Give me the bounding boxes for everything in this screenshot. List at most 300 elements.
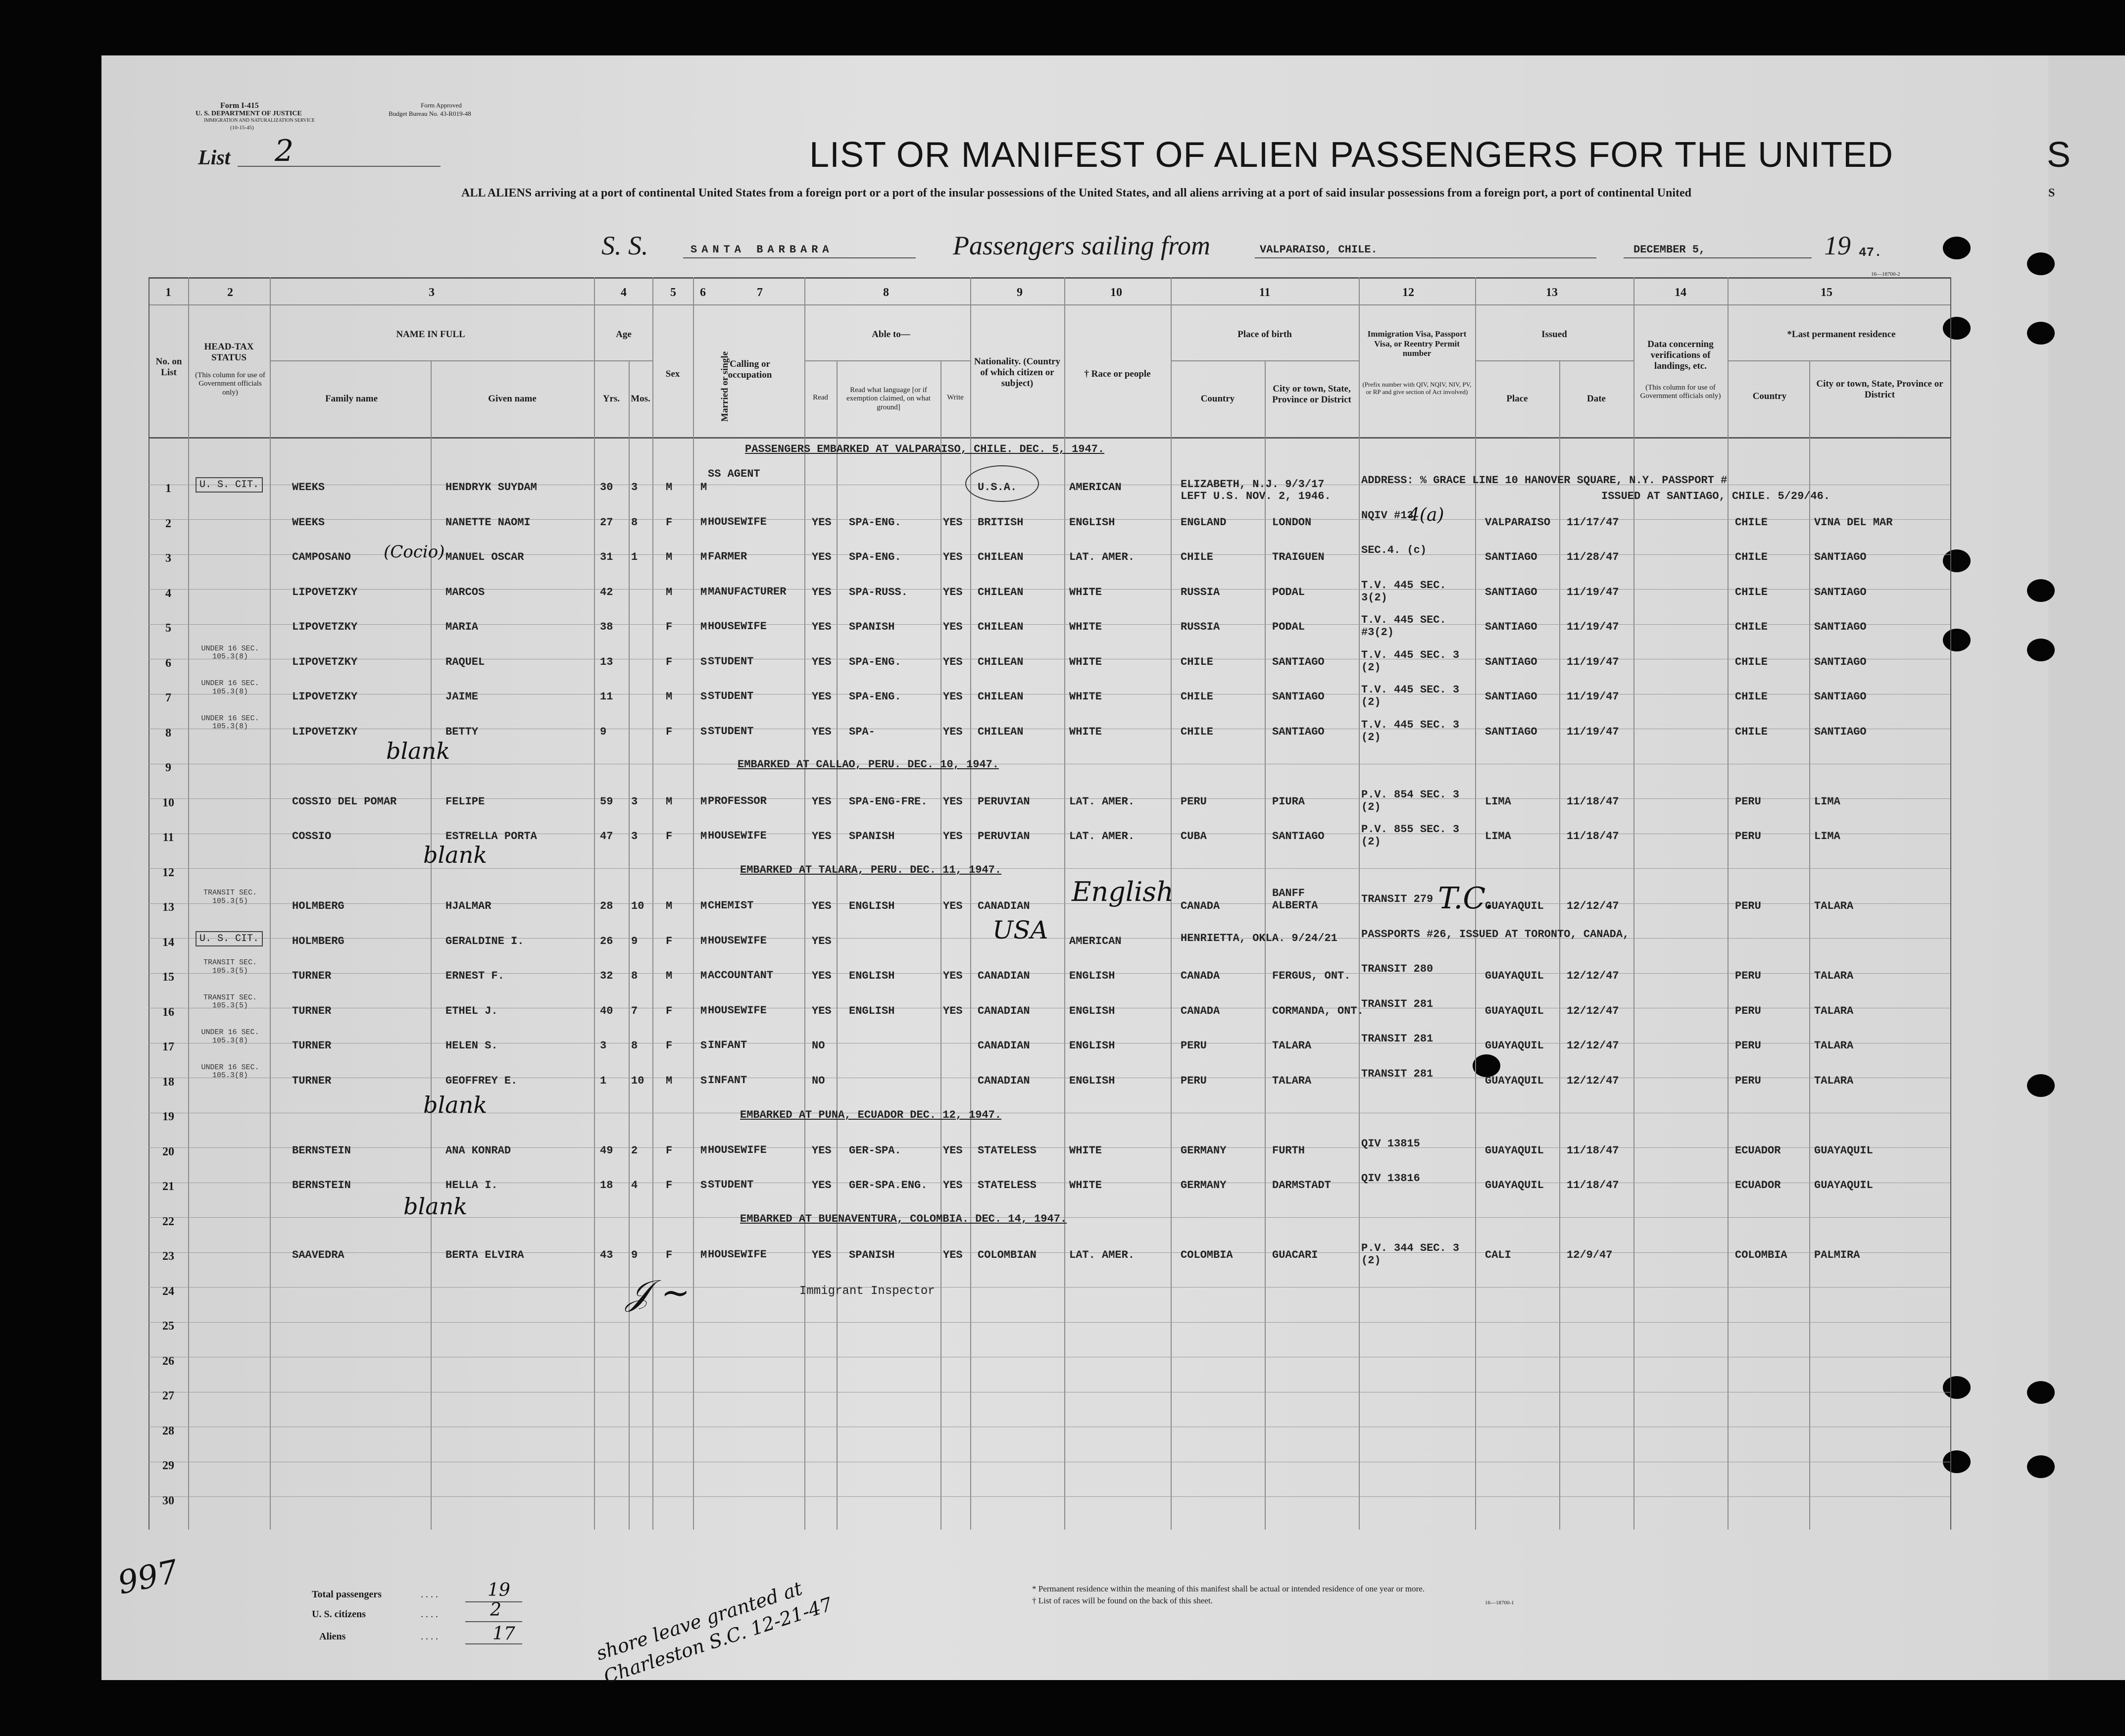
cell-visa: T.V. 445 SEC. 3 (2) <box>1361 718 1460 744</box>
cell-rcountry: PERU <box>1735 830 1761 843</box>
cell-rcountry: CHILE <box>1735 621 1768 633</box>
cell-rcity: GUAYAQUIL <box>1814 1179 1873 1191</box>
cell-rcity: TALARA <box>1814 900 1854 912</box>
manifest-subtitle-cut: S <box>2048 187 2055 199</box>
cell-country: ENGLAND <box>1181 516 1227 529</box>
cell-place: SANTIAGO <box>1485 691 1537 703</box>
cell-rcity: GUAYAQUIL <box>1814 1144 1873 1157</box>
cell-rcountry: PERU <box>1735 1040 1761 1052</box>
cell-nat: CANADIAN <box>978 970 1030 982</box>
cell-ms: M <box>700 900 707 912</box>
cell-race: ENGLISH <box>1069 970 1115 982</box>
manifest-subtitle: ALL ALIENS arriving at a port of continental United States from a foreign port or a port of the insular possessions of the United States, and all aliens arriving at a port of said insular possessions from a foreign port, a port of continental United <box>461 187 1691 199</box>
cell-write: YES <box>943 970 963 982</box>
cell-ms: M <box>700 586 707 598</box>
row-line <box>148 1287 1950 1288</box>
cell-mos: 8 <box>631 1040 638 1052</box>
cell-visa: PASSPORTS #26, ISSUED AT TORONTO, CANADA, <box>1361 928 1630 941</box>
cell-visa: P.V. 854 SEC. 3 (2) <box>1361 788 1460 813</box>
row-number: 12 <box>162 866 174 879</box>
cell-nat: BRITISH <box>978 516 1024 529</box>
cell-yrs: 32 <box>600 970 613 982</box>
cell-calling: STUDENT <box>708 725 754 738</box>
cell-place: CALI <box>1485 1249 1511 1261</box>
cell-visa: TRANSIT 281 <box>1361 1033 1433 1045</box>
cell-yrs: 28 <box>600 900 613 912</box>
cell-sex: F <box>666 1179 673 1191</box>
cell-family: WEEKS <box>292 516 325 529</box>
cell-calling: HOUSEWIFE <box>708 515 767 528</box>
cell-city: TALARA <box>1272 1040 1312 1052</box>
cell-write: YES <box>943 551 963 563</box>
cell-visa: QIV 13815 <box>1361 1137 1420 1150</box>
cell-rcity: PALMIRA <box>1814 1249 1860 1261</box>
cell-given: GEOFFREY E. <box>445 1074 518 1087</box>
sailing-from: VALPARAISO, CHILE. <box>1260 244 1378 256</box>
cell-visa: P.V. 344 SEC. 3 (2) <box>1361 1242 1460 1267</box>
cell-ms: M <box>700 970 707 982</box>
cell-family: BERNSTEIN <box>292 1179 351 1191</box>
cell-ms: S <box>700 1040 707 1052</box>
cell-visa: TRANSIT 281 <box>1361 997 1433 1010</box>
cell-nat: CHILEAN <box>978 621 1024 633</box>
list-value: 2 <box>275 134 294 168</box>
cell-yrs: 30 <box>600 481 613 494</box>
cell-race: ENGLISH <box>1069 1040 1115 1052</box>
cell-city: LONDON <box>1272 516 1312 529</box>
cell-given: MARIA <box>445 621 479 633</box>
cell-city: SANTIAGO <box>1272 691 1325 703</box>
cell-given: FELIPE <box>445 795 485 808</box>
head-tax-status: UNDER 16 SEC. 105.3(8) <box>201 1063 259 1080</box>
inspector-label: Immigrant Inspector <box>799 1285 935 1298</box>
cell-sex: F <box>666 1004 673 1017</box>
row-line <box>148 1252 1950 1253</box>
cell-calling: HOUSEWIFE <box>708 1248 767 1261</box>
cell-family: LIPOVETZKY <box>292 586 358 598</box>
cell-country: CHILE <box>1181 691 1214 703</box>
row-number: 6 <box>165 656 171 670</box>
cell-sex: M <box>666 900 673 912</box>
cell-race: LAT. AMER. <box>1069 1249 1135 1261</box>
cell-country: CHILE <box>1181 551 1214 563</box>
cell-lang: SPA-ENG. <box>849 516 901 529</box>
cell-yrs: 18 <box>600 1179 613 1191</box>
cell-ms: S <box>700 1179 707 1191</box>
inspector-signature: 𝒥 ~ <box>626 1272 691 1313</box>
row-number: 22 <box>162 1215 174 1228</box>
cell-country: CANADA <box>1181 970 1220 982</box>
cell-lang: SPA-ENG. <box>849 655 901 668</box>
cell-write: YES <box>943 1249 963 1261</box>
cell-lang: SPA- <box>849 725 875 738</box>
row-number: 3 <box>165 552 171 565</box>
cell-nat: CANADIAN <box>978 1040 1030 1052</box>
cell-mos: 3 <box>631 481 638 494</box>
ship-name: SANTA BARBARA <box>691 244 834 256</box>
cell-read: YES <box>812 1249 832 1261</box>
cell-rcountry: COLOMBIA <box>1735 1249 1787 1261</box>
cell-write: YES <box>943 795 963 808</box>
head-tax-status: TRANSIT SEC. 105.3(5) <box>203 993 257 1010</box>
cell-sex: F <box>666 1144 673 1157</box>
blank-note-1: blank <box>386 738 450 764</box>
cell-write: YES <box>943 516 963 529</box>
cell-calling: HOUSEWIFE <box>708 934 767 947</box>
cell-calling: HOUSEWIFE <box>708 830 767 842</box>
cell-family: BERNSTEIN <box>292 1144 351 1157</box>
cell-given: ETHEL J. <box>445 1004 498 1017</box>
cell-city: LEFT U.S. NOV. 2, 1946. <box>1181 490 1331 502</box>
budget-bureau: Budget Bureau No. 43-R019-48 <box>389 110 471 117</box>
cell-city: CORMANDA, ONT. <box>1272 1004 1364 1017</box>
cell-rcity: SANTIAGO <box>1814 551 1867 563</box>
cell-ms: M <box>700 551 707 563</box>
next-page-edge <box>2048 55 2125 1680</box>
cell-family: COSSIO DEL POMAR <box>292 795 397 808</box>
cell-date: 11/18/47 <box>1567 795 1619 808</box>
cell-city: GUACARI <box>1272 1249 1318 1261</box>
cell-sex: F <box>666 935 673 947</box>
cell-given: ANA KONRAD <box>445 1144 511 1157</box>
cell-nat: STATELESS <box>978 1179 1037 1191</box>
section-buenaventura: EMBARKED AT BUENAVENTURA, COLOMBIA. DEC. 14, 1947. <box>740 1213 1067 1225</box>
tc-note: T.C. <box>1438 881 1494 916</box>
cell-rcountry: CHILE <box>1735 691 1768 703</box>
cell-read: YES <box>812 795 832 808</box>
row-number: 20 <box>162 1145 174 1158</box>
cell-sex: F <box>666 516 673 529</box>
usa-note: USA <box>992 916 1048 944</box>
cell-country: PERU <box>1181 1074 1207 1087</box>
cell-ms: M <box>700 1144 707 1157</box>
cell-race: ENGLISH <box>1069 516 1115 529</box>
cell-place: SANTIAGO <box>1485 621 1537 633</box>
cell-nat: CANADIAN <box>978 1074 1030 1087</box>
blank-note-3: blank <box>423 1091 488 1118</box>
row-number: 10 <box>162 796 174 809</box>
shore-leave-note: shore leave granted at Charleston S.C. 12-21-47 <box>593 1577 835 1688</box>
row-number: 30 <box>162 1494 174 1507</box>
cell-ms: S <box>700 691 707 703</box>
cell-sex: F <box>666 655 673 668</box>
cell-yrs: 43 <box>600 1249 613 1261</box>
cell-country: CUBA <box>1181 830 1207 843</box>
cell-place: GUAYAQUIL <box>1485 1004 1544 1017</box>
cell-family: COSSIO <box>292 830 332 843</box>
cell-rcity: SANTIAGO <box>1814 586 1867 598</box>
cell-country: PERU <box>1181 795 1207 808</box>
cell-yrs: 49 <box>600 1144 613 1157</box>
head-tax-status: UNDER 16 SEC. 105.3(8) <box>201 1028 259 1045</box>
cell-mos: 1 <box>631 551 638 563</box>
row-number: 27 <box>162 1389 174 1402</box>
cell-sex: M <box>666 586 673 598</box>
row-number: 14 <box>162 936 174 949</box>
cell-date: 12/12/47 <box>1567 1004 1619 1017</box>
cell-place: LIMA <box>1485 795 1511 808</box>
form-code-top: 16—18700-2 <box>1871 271 1900 277</box>
cell-mos: 3 <box>631 795 638 808</box>
cell-place: GUAYAQUIL <box>1485 1144 1544 1157</box>
cell-nat: PERUVIAN <box>978 795 1030 808</box>
row-number: 5 <box>165 622 171 635</box>
cell-place: LIMA <box>1485 830 1511 843</box>
cell-sex: M <box>666 551 673 563</box>
cell-date: 11/18/47 <box>1567 830 1619 843</box>
cell-rcountry: CHILE <box>1735 551 1768 563</box>
cell-place: ISSUED AT SANTIAGO, CHILE. 5/29/46. <box>1601 490 1830 502</box>
cell-country: CHILE <box>1181 655 1214 668</box>
cell-read: YES <box>812 970 832 982</box>
cell-read: YES <box>812 830 832 843</box>
row-number: 8 <box>165 726 171 740</box>
cell-race: AMERICAN <box>1069 481 1122 494</box>
cell-race: WHITE <box>1069 586 1102 598</box>
cell-rcity: SANTIAGO <box>1814 655 1867 668</box>
cell-race: WHITE <box>1069 655 1102 668</box>
cell-write: YES <box>943 830 963 843</box>
cell-sex: M <box>666 1074 673 1087</box>
year: 47. <box>1859 245 1882 260</box>
cell-visa: TRANSIT 279 <box>1361 893 1433 905</box>
cell-place: SANTIAGO <box>1485 655 1537 668</box>
cell-place: VALPARAISO <box>1485 516 1551 529</box>
section-callao: EMBARKED AT CALLAO, PERU. DEC. 10, 1947. <box>738 758 999 771</box>
cell-sex: M <box>666 481 673 494</box>
cell-city: SANTIAGO <box>1272 830 1325 843</box>
blank-note-4: blank <box>403 1193 468 1220</box>
cell-race: ENGLISH <box>1069 1004 1115 1017</box>
cell-calling: PROFESSOR <box>708 794 767 807</box>
cell-family: HOLMBERG <box>292 935 345 947</box>
section-puna: EMBARKED AT PUNA, ECUADOR DEC. 12, 1947. <box>740 1109 1002 1121</box>
cell-city: DARMSTADT <box>1272 1179 1331 1191</box>
cell-race: WHITE <box>1069 691 1102 703</box>
cell-sex: M <box>666 691 673 703</box>
cell-write: YES <box>943 725 963 738</box>
cell-rcity: VINA DEL MAR <box>1814 516 1893 529</box>
cell-place: SANTIAGO <box>1485 725 1537 738</box>
cell-calling: STUDENT <box>708 690 754 702</box>
cell-family: LIPOVETZKY <box>292 691 358 703</box>
cell-race: LAT. AMER. <box>1069 795 1135 808</box>
cell-yrs: 40 <box>600 1004 613 1017</box>
cell-family: WEEKS <box>292 481 325 494</box>
row-number: 26 <box>162 1354 174 1368</box>
cell-read: YES <box>812 935 832 947</box>
cell-lang: SPA-RUSS. <box>849 586 908 598</box>
form-code-bottom: 16—18700-1 <box>1485 1600 1514 1606</box>
row-number: 9 <box>165 761 171 774</box>
cell-calling: CHEMIST <box>708 899 754 912</box>
cell-family: LIPOVETZKY <box>292 655 358 668</box>
cell-rcity: TALARA <box>1814 970 1854 982</box>
cell-place: GUAYAQUIL <box>1485 1040 1544 1052</box>
cell-ms: S <box>700 655 707 668</box>
cell-date: 11/19/47 <box>1567 621 1619 633</box>
cell-calling: INFANT <box>708 1074 747 1087</box>
cell-yrs: 26 <box>600 935 613 947</box>
cell-country: HENRIETTA, OKLA. 9/24/21 <box>1181 932 1337 944</box>
cell-family: CAMPOSANO <box>292 551 351 563</box>
cell-rcountry: PERU <box>1735 970 1761 982</box>
cell-race: WHITE <box>1069 621 1102 633</box>
form-department: U. S. DEPARTMENT OF JUSTICE <box>196 110 302 117</box>
cell-family: TURNER <box>292 1074 332 1087</box>
cell-mos: 2 <box>631 1144 638 1157</box>
cell-place: SANTIAGO <box>1485 551 1537 563</box>
cell-ms: M <box>700 481 707 494</box>
cell-lang: SPANISH <box>849 1249 895 1261</box>
cell-yrs: 42 <box>600 586 613 598</box>
cell-sex: M <box>666 970 673 982</box>
cell-calling: ACCOUNTANT <box>708 969 774 982</box>
cell-read: NO <box>812 1074 825 1087</box>
head-tax-status: UNDER 16 SEC. 105.3(8) <box>201 644 259 661</box>
cell-read: YES <box>812 691 832 703</box>
head-tax-status: TRANSIT SEC. 105.3(5) <box>203 958 257 975</box>
cell-visa: T.V. 445 SEC. 3(2) <box>1361 579 1446 604</box>
cell-rcity: TALARA <box>1814 1004 1854 1017</box>
cell-yrs: 38 <box>600 621 613 633</box>
cell-rcountry: CHILE <box>1735 725 1768 738</box>
cell-calling: SS AGENT <box>708 468 760 480</box>
cell-yrs: 11 <box>600 691 613 703</box>
cell-nat: CHILEAN <box>978 691 1024 703</box>
cell-rcountry: PERU <box>1735 1074 1761 1087</box>
cell-ms: S <box>700 725 707 738</box>
cell-given: BERTA ELVIRA <box>445 1249 524 1261</box>
cell-mos: 4 <box>631 1179 638 1191</box>
cell-country: GERMANY <box>1181 1179 1227 1191</box>
cocio-note: (Cocio) <box>384 542 445 562</box>
cell-given: ESTRELLA PORTA <box>445 830 537 843</box>
cell-ms: M <box>700 516 707 529</box>
cell-date: 12/12/47 <box>1567 1040 1619 1052</box>
cell-visa: T.V. 445 SEC. 3 (2) <box>1361 648 1460 674</box>
cell-read: YES <box>812 1179 832 1191</box>
cell-ms: S <box>700 1074 707 1087</box>
cell-rcountry: ECUADOR <box>1735 1179 1781 1191</box>
cell-read: NO <box>812 1040 825 1052</box>
cell-write: YES <box>943 1179 963 1191</box>
row-number: 21 <box>162 1180 174 1193</box>
cell-country: GERMANY <box>1181 1144 1227 1157</box>
page-number-handwritten: 997 <box>114 1553 182 1602</box>
row-line <box>148 1147 1950 1148</box>
row-number: 19 <box>162 1110 174 1123</box>
row-number: 24 <box>162 1285 174 1298</box>
cell-lang: SPA-ENG. <box>849 691 901 703</box>
cell-sex: F <box>666 725 673 738</box>
row-number: 15 <box>162 971 174 984</box>
cell-date: 11/19/47 <box>1567 725 1619 738</box>
cell-visa: TRANSIT 281 <box>1361 1067 1433 1080</box>
head-tax-status: UNDER 16 SEC. 105.3(8) <box>201 714 259 731</box>
form-approved: Form Approved <box>421 101 462 109</box>
cell-mos: 9 <box>631 935 638 947</box>
english-note: English <box>1072 876 1174 907</box>
manifest-sheet <box>101 55 2059 1680</box>
cell-yrs: 13 <box>600 655 613 668</box>
cell-given: ERNEST F. <box>445 970 504 982</box>
cell-ms: M <box>700 621 707 633</box>
cell-read: YES <box>812 1004 832 1017</box>
cell-calling: HOUSEWIFE <box>708 620 767 633</box>
list-label: List <box>198 147 231 169</box>
cell-date: 11/19/47 <box>1567 691 1619 703</box>
cell-ms: M <box>700 795 707 808</box>
footnote-residence: * Permanent residence within the meaning of this manifest shall be actual or intended residence of one year or more. <box>1032 1584 1425 1593</box>
cell-city: SANTIAGO <box>1272 655 1325 668</box>
cell-read: YES <box>812 900 832 912</box>
cell-country: RUSSIA <box>1181 586 1220 598</box>
cell-given: NANETTE NAOMI <box>445 516 531 529</box>
cell-lang: SPA-ENG-FRE. <box>849 795 928 808</box>
row-line <box>148 519 1950 520</box>
cell-rcity: SANTIAGO <box>1814 691 1867 703</box>
cell-city: FERGUS, ONT. <box>1272 970 1351 982</box>
row-number: 18 <box>162 1075 174 1089</box>
cell-city: PODAL <box>1272 586 1305 598</box>
cell-rcountry: PERU <box>1735 1004 1761 1017</box>
row-line <box>148 798 1950 799</box>
manifest-title-cut: S <box>2047 135 2071 175</box>
cell-write: YES <box>943 586 963 598</box>
us-citizens-count: 2 <box>490 1600 501 1620</box>
ss-label: S. S. <box>601 231 648 260</box>
cell-given: JAIME <box>445 691 479 703</box>
cell-calling: HOUSEWIFE <box>708 1004 767 1017</box>
cell-nat: PERUVIAN <box>978 830 1030 843</box>
cell-ms: M <box>700 935 707 947</box>
row-number: 11 <box>162 831 174 844</box>
cell-date: 11/19/47 <box>1567 655 1619 668</box>
aliens-count: 17 <box>493 1624 515 1644</box>
cell-ms: M <box>700 830 707 843</box>
cell-read: YES <box>812 621 832 633</box>
cell-visa: QIV 13816 <box>1361 1172 1420 1185</box>
cell-family: HOLMBERG <box>292 900 345 912</box>
cell-rcountry: ECUADOR <box>1735 1144 1781 1157</box>
cell-read: YES <box>812 516 832 529</box>
cell-given: HENDRYK SUYDAM <box>445 481 537 494</box>
cell-race: LAT. AMER. <box>1069 830 1135 843</box>
cell-visa: T.V. 445 SEC. 3 (2) <box>1361 684 1460 709</box>
cell-read: YES <box>812 655 832 668</box>
row-number: 1 <box>165 482 171 495</box>
cell-race: ENGLISH <box>1069 1074 1115 1087</box>
section-talara: EMBARKED AT TALARA, PERU. DEC. 11, 1947. <box>740 864 1002 876</box>
cell-family: TURNER <box>292 1040 332 1052</box>
cell-nat: CHILEAN <box>978 655 1024 668</box>
cell-place: GUAYAQUIL <box>1485 900 1544 912</box>
cell-yrs: 9 <box>600 725 607 738</box>
cell-calling: MANUFACTURER <box>708 585 787 598</box>
cell-visa: T.V. 445 SEC. #3(2) <box>1361 614 1446 639</box>
cell-nat: CANADIAN <box>978 900 1030 912</box>
cell-race: LAT. AMER. <box>1069 551 1135 563</box>
cell-visa: TRANSIT 280 <box>1361 963 1433 975</box>
cell-family: SAAVEDRA <box>292 1249 345 1261</box>
head-tax-status: UNDER 16 SEC. 105.3(8) <box>201 679 259 696</box>
cell-family: LIPOVETZKY <box>292 725 358 738</box>
row-line <box>148 903 1950 904</box>
sailing-label: Passengers sailing from <box>953 231 1211 260</box>
cell-write: YES <box>943 1144 963 1157</box>
cell-city: PODAL <box>1272 621 1305 633</box>
